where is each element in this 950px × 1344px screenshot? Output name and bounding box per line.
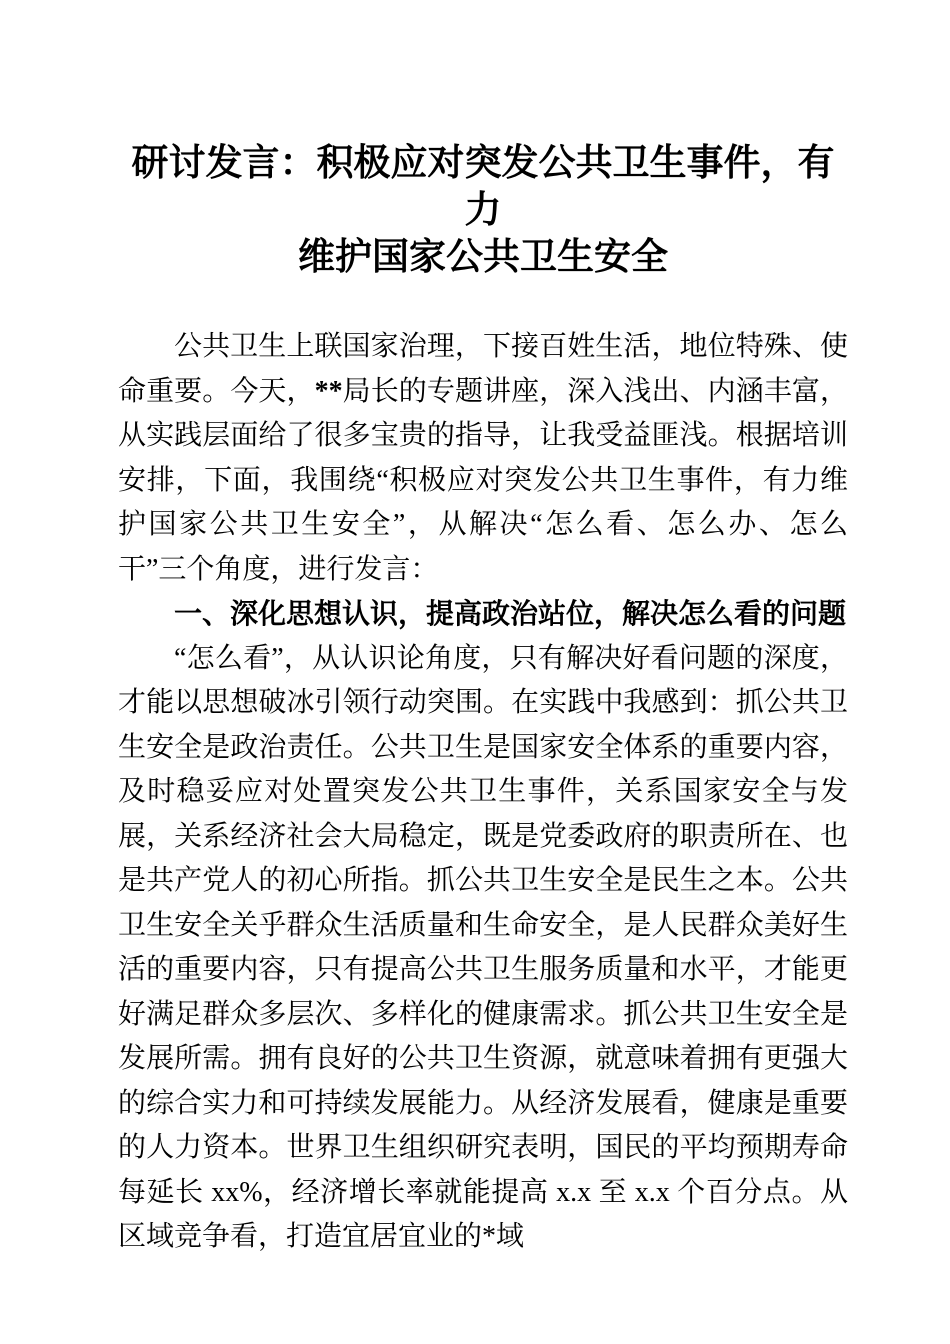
body-paragraph bbox=[118, 325, 848, 592]
text-run: 局长的专题讲座，深入浅出、内涵丰富，从实践层面给了很多宝贵的指导，让我受益匪浅。根据培训安排，下面，我围绕“积极应对突发公共卫生事件，有力维护国家公共卫生安全”，从解决“怎么看、怎么办、怎么干”三个角度，进行发言： bbox=[118, 375, 848, 585]
document-title bbox=[118, 140, 848, 281]
body-paragraph bbox=[118, 637, 848, 1260]
document-title-line: 研讨发言：积极应对突发公共卫生事件，有力 bbox=[131, 143, 835, 231]
text-run: 公共卫生上联国家治理，下接百姓生活，地位特殊、使命重要。今天， bbox=[118, 331, 848, 407]
section-heading bbox=[118, 592, 848, 637]
text-run: “怎么看”，从认识论角度，只有解决好看问题的深度，才能以思想破冰引领行动突围。在实践中我感到：抓公共卫生安全是政治责任。公共卫生是国家安全体系的重要内容，及时稳妥应对处置突发公共卫生事件，关系国家安全与发展，关系经济社会大局稳定，既是党委政府的职责所在、也是共产党人的初心所指。抓公共卫生安全是民生之本。公共卫生安全关乎群众生活质量和生命安全，是人民群众美好生活的重要内容，只有提高公共卫生服务质量和水平，才能更好满足群众多层次、多样化的健康需求。抓公共卫生安全是发展所需。拥有良好的公共卫生资源，就意味着拥有更强大的综合实力和可持续发展能力。从经济发展看，健康是重要的人力资本。世界卫生组织研究表明，国民的平均预期寿命每延长 xx%，经济增长率就能提高 x.x 至 x.x 个百分点。从区域竞争看，打造宜居宜业的*域 bbox=[118, 642, 848, 1252]
document-title-line: 维护国家公共卫生安全 bbox=[298, 237, 668, 278]
document-body bbox=[118, 325, 848, 1260]
text-run: 一、深化思想认识，提高政治站位，解决怎么看的问题 bbox=[174, 598, 847, 629]
text-run: ** bbox=[314, 375, 343, 407]
